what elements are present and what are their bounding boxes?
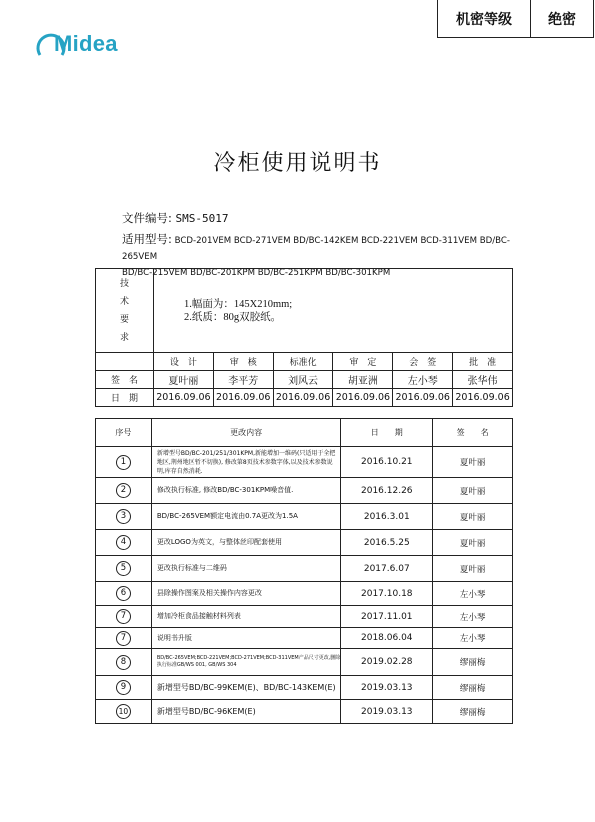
signer-cell: 胡亚洲 [333,371,393,389]
change-sign: 夏叶丽 [433,556,513,582]
signer-cell: 夏叶丽 [154,371,214,389]
date-cell: 2016.09.06 [273,389,333,407]
sign-label: 签 名 [96,371,154,389]
requirement-2: 2.纸质：80g双胶纸。 [184,311,282,323]
change-sign: 左小琴 [433,606,513,628]
classification-box [437,0,594,38]
date-label: 日 期 [96,389,154,407]
row-number: 6 [116,586,131,601]
table-row [96,649,513,676]
change-sign: 缪丽梅 [433,649,513,676]
change-date: 2019.03.13 [341,676,433,700]
row-number: 10 [116,704,131,719]
doc-no-value: SMS-5017 [175,212,229,225]
row-number: 9 [116,680,131,695]
change-sign: 左小琴 [433,582,513,606]
change-date: 2019.02.28 [341,649,433,676]
requirements-text [154,269,513,353]
change-sign: 夏叶丽 [433,478,513,504]
change-date: 2016.10.21 [341,447,433,478]
page-title: 冷柜使用说明书 [213,151,382,176]
change-content: 更改LOGO为英文，与整体丝印配套使用 [151,530,341,556]
change-history-table [95,418,513,724]
role-verify: 审 定 [333,353,393,371]
role-review: 审 核 [213,353,273,371]
signer-cell: 张华伟 [453,371,513,389]
row-number: 7 [116,609,131,624]
document-number [122,210,229,226]
classification-value: 绝密 [548,11,576,28]
date-cell: 2016.09.06 [393,389,453,407]
date-cell: 2016.09.06 [333,389,393,407]
header-content: 更改内容 [151,419,341,447]
date-cell: 2016.09.06 [154,389,214,407]
table-row [96,628,513,649]
midea-logo [34,28,124,62]
row-number: 1 [116,455,131,470]
role-approve: 批 准 [453,353,513,371]
change-content: 说明书升版 [151,628,341,649]
models-label: 适用型号: [122,232,172,246]
change-date: 2016.12.26 [341,478,433,504]
doc-no-label: 文件编号: [122,211,172,225]
change-content: 更改执行标准与二维码 [151,556,341,582]
row-number: 8 [116,655,131,670]
requirements-label: 技 术 要 求 [96,269,154,353]
change-date: 2018.06.04 [341,628,433,649]
date-cell: 2016.09.06 [213,389,273,407]
change-date: 2017.10.18 [341,582,433,606]
row-number: 7 [116,631,131,646]
header-sign: 签 名 [433,419,513,447]
table-row [96,676,513,700]
change-sign: 夏叶丽 [433,447,513,478]
approval-table [95,268,513,407]
row-number: 4 [116,535,131,550]
row-number: 5 [116,561,131,576]
change-date: 2019.03.13 [341,700,433,724]
change-content: 新增型号BD/BC-96KEM(E) [151,700,341,724]
change-content: 新增型号BD/BC-99KEM(E)、BD/BC-143KEM(E) [151,676,341,700]
logo-text: Midea [54,31,118,56]
models-line-2: BD/BC-215VEM BD/BC-201KPM BD/BC-251KPM BD/BC-301KPM [122,268,391,278]
table-row [96,504,513,530]
table-row [96,478,513,504]
change-sign: 缪丽梅 [433,700,513,724]
change-sign: 缪丽梅 [433,676,513,700]
change-content: 新增型号BD/BC-201/251/301KPM,新能增加一维码(只适用于全把地区,荆州地区暂不切换), 修改第8页技术参数字体,以及技术参数说明,库存自然消耗. [151,447,341,478]
table-row [96,582,513,606]
table-row [96,556,513,582]
table-row [96,447,513,478]
requirement-1: 1.幅面为：145X210mm; [184,298,293,310]
header-no: 序号 [96,419,152,447]
models-line-1: BCD-201VEM BCD-271VEM BD/BC-142KEM BCD-221VEM BCD-311VEM BD/BC-265VEM [122,236,511,262]
table-row [96,530,513,556]
signer-cell: 李平芳 [213,371,273,389]
row-number: 3 [116,509,131,524]
change-content: 增加冷柜食品接触材料列表 [151,606,341,628]
table-row [96,700,513,724]
change-sign: 夏叶丽 [433,530,513,556]
change-content: BD/BC-265VEM;BCD-221VEM;BCD-271VEM;BCD-311VEM产品尺寸更改,删除执行标准GB/WS 001, GB/WS 304 [151,649,341,676]
role-standard: 标准化 [273,353,333,371]
change-sign: 左小琴 [433,628,513,649]
blank-cell [96,353,154,371]
role-countersign: 会 签 [393,353,453,371]
row-number: 2 [116,483,131,498]
table-row [96,606,513,628]
date-cell: 2016.09.06 [453,389,513,407]
change-content: 修改执行标准, 修改BD/BC-301KPM噪音值. [151,478,341,504]
header-date: 日 期 [341,419,433,447]
change-date: 2017.11.01 [341,606,433,628]
change-sign: 夏叶丽 [433,504,513,530]
change-date: 2016.5.25 [341,530,433,556]
change-date: 2016.3.01 [341,504,433,530]
classification-label: 机密等级 [438,0,531,37]
signer-cell: 左小琴 [393,371,453,389]
change-date: 2017.6.07 [341,556,433,582]
change-content: 县除操作图案及相关操作内容更改 [151,582,341,606]
change-content: BD/BC-265VEM额定电流由0.7A更改为1.5A [151,504,341,530]
signer-cell: 刘风云 [273,371,333,389]
role-design: 设 计 [154,353,214,371]
